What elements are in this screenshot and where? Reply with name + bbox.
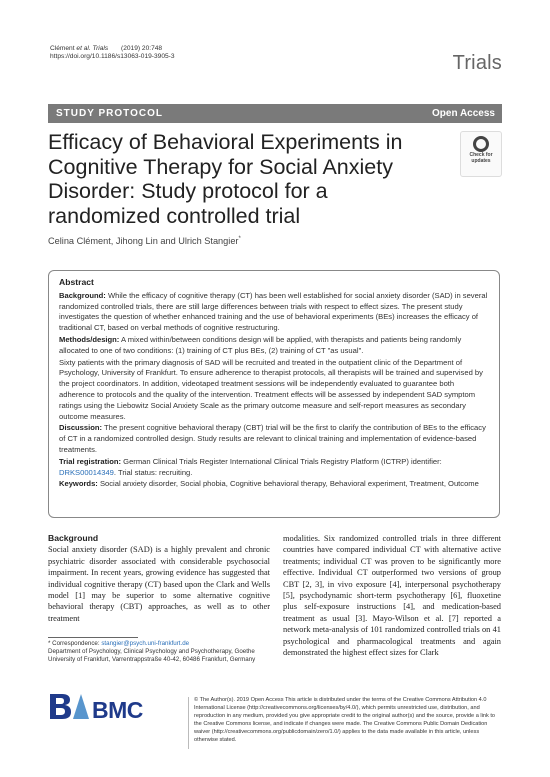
cite-journal: Trials bbox=[92, 45, 109, 52]
discussion-label: Discussion: bbox=[59, 423, 103, 433]
registration-text: German Clinical Trials Register International Clinical Trials Registry Platform (ICTRP) identifier: bbox=[123, 456, 442, 466]
methods-text: A mixed within/between conditions design will be applied, with therapists and patients being randomly allocated to one of two conditions: (1) training of CT plus BEs, (2) training of CT "as usual". bbox=[59, 334, 462, 355]
abstract-box bbox=[48, 270, 500, 518]
affiliation: Department of Psychology, Clinical Psychology and Psychotherapy, Goethe University of Frankfurt, Varrentrappstraße 40-42, 60486 Frankfurt, Germany bbox=[48, 648, 256, 664]
body-column-left bbox=[48, 533, 270, 624]
cite-year: (2019) 20:748 bbox=[121, 45, 163, 52]
methods-label: Methods/design: bbox=[59, 334, 120, 344]
open-access-label: Open Access bbox=[432, 108, 495, 119]
left-paragraph: Social anxiety disorder (SAD) is a highly prevalent and chronic psychiatric disorder associated with considerable psychosocial impairment. In recent years, growing evidence has suggested that individual cognitive therapy (CT) based upon the Clark and Wells model [1] may be superior to some alternative cognitive behavioral therapy (CBT) approaches, as well as to other treatment bbox=[48, 545, 270, 623]
license-text: © The Author(s). 2019 Open Access This article is distributed under the terms of the Creative Commons Attribution 4.0 International License (http://creativecommons.org/licenses/by/4.0/), which permits unrestricted use, distribution, and reproduction in any medium, provided you give appropriate credit to the original author(s) and the source, provide a link to the Creative Commons license, and indicate if changes were made. The Creative Commons Public Domain Dedication waiver (http://creativecommons.org/publicdomain/zero/1.0/) applies to the data made available in this article, unless otherwise stated. bbox=[194, 697, 495, 743]
background-heading: Background bbox=[48, 533, 99, 543]
abstract-methods bbox=[59, 335, 489, 357]
background-text: While the efficacy of cognitive therapy (CT) has been well established for social anxiety disorder (SAD) in several randomized controlled trials, there are still large differences between trials with respect to effect sizes. The present study investigates the question of whether enhanced training and the use of behavioral experiments (BEs) increases the efficacy of traditional CT, based on verbal methods of cognitive restructuring. bbox=[59, 290, 488, 333]
keywords-text: Social anxiety disorder, Social phobia, Cognitive behavioral therapy, Behavioral experiment, Treatment, Outcome bbox=[99, 479, 479, 489]
abstract-keywords bbox=[59, 479, 489, 490]
methods-text-2: Sixty patients with the primary diagnosis of SAD will be recruited and treated in the outpatient clinic of the Department of Psychology, University of Frankfurt. To ensure adherence to therapist protocols, all therapists will be trained and supervised by the project coordinators. In addition, videotaped treatment sessions will be independently evaluated to guarantee both adherence to protocols and the quality of the intervention. Treatment effects will be assessed by independent SAD symptom ratings using the Liebowitz Social Anxiety Scale as the primary outcome measure and self-report measures as secondary outcome measures. bbox=[59, 357, 483, 421]
bmc-logo bbox=[48, 692, 144, 726]
abstract-registration bbox=[59, 457, 489, 479]
registration-status: . Trial status: recruiting. bbox=[113, 467, 193, 477]
correspondence-email[interactable]: stangier@psych.uni-frankfurt.de bbox=[101, 640, 190, 647]
citation-header bbox=[50, 45, 175, 62]
section-banner bbox=[48, 104, 502, 123]
badge-line1: Check for bbox=[469, 152, 493, 158]
background-label: Background: bbox=[59, 290, 106, 300]
discussion-text: The present cognitive behavioral therapy (CBT) trial will be the first to clarify the contribution of BEs to the efficacy of CT in a randomized controlled design. Study results are relevant to clinical training and implementation of evidence-based treatments. bbox=[59, 423, 486, 454]
badge-line2: updates bbox=[471, 157, 491, 164]
keywords-label: Keywords: bbox=[59, 479, 98, 489]
registration-id-link[interactable]: DRKS00014349 bbox=[59, 467, 114, 477]
check-updates-icon bbox=[473, 136, 489, 152]
registration-label: Trial registration: bbox=[59, 456, 122, 466]
body-column-right bbox=[283, 533, 501, 658]
author-list bbox=[48, 236, 241, 246]
doi-link[interactable]: https://doi.org/10.1186/s13063-019-3905-3 bbox=[50, 53, 175, 61]
check-for-updates-button[interactable] bbox=[460, 131, 502, 177]
bmc-logo-icon bbox=[48, 692, 90, 726]
right-paragraph: modalities. Six randomized controlled trials in three different countries have compared individual CT with alternative active treatments; individual CT was proven to be significantly more effective. Individual CT outperformed two versions of group CBT [2, 3], in vivo exposure [4], interpersonal psychotherapy [5], psychodynamic short-term psychotherapy [6], fluoxetine plus self-exposure instructions [4], and medication-based treatment as usual [3]. Mayo-Wilson et al. [7] reported a network meta-analysis of 101 randomized controlled trials on 41 psychological and pharmacological treatments and again demonstrated the highest effect sizes for Clark bbox=[283, 534, 501, 658]
footnote bbox=[48, 640, 273, 665]
section-label: STUDY PROTOCOL bbox=[56, 108, 163, 119]
cite-authors: Clément bbox=[50, 45, 75, 52]
abstract-heading: Abstract bbox=[59, 277, 94, 287]
abstract-discussion bbox=[59, 423, 489, 455]
abstract-background bbox=[59, 291, 489, 334]
journal-name: Trials bbox=[452, 52, 502, 74]
article-title: Efficacy of Behavioral Experiments in Cognitive Therapy for Social Anxiety Disorder: Study protocol for a randomized controlled trial bbox=[48, 130, 403, 228]
footnote-divider bbox=[48, 637, 138, 638]
correspondence-label: * Correspondence: bbox=[48, 640, 100, 647]
bmc-wordmark: BMC bbox=[92, 697, 143, 723]
cite-etal: et al. bbox=[76, 45, 91, 52]
author-names: Celina Clément, Jihong Lin and Ulrich Stangier bbox=[48, 236, 239, 247]
corresponding-mark: * bbox=[238, 236, 241, 242]
license-divider bbox=[188, 697, 189, 749]
